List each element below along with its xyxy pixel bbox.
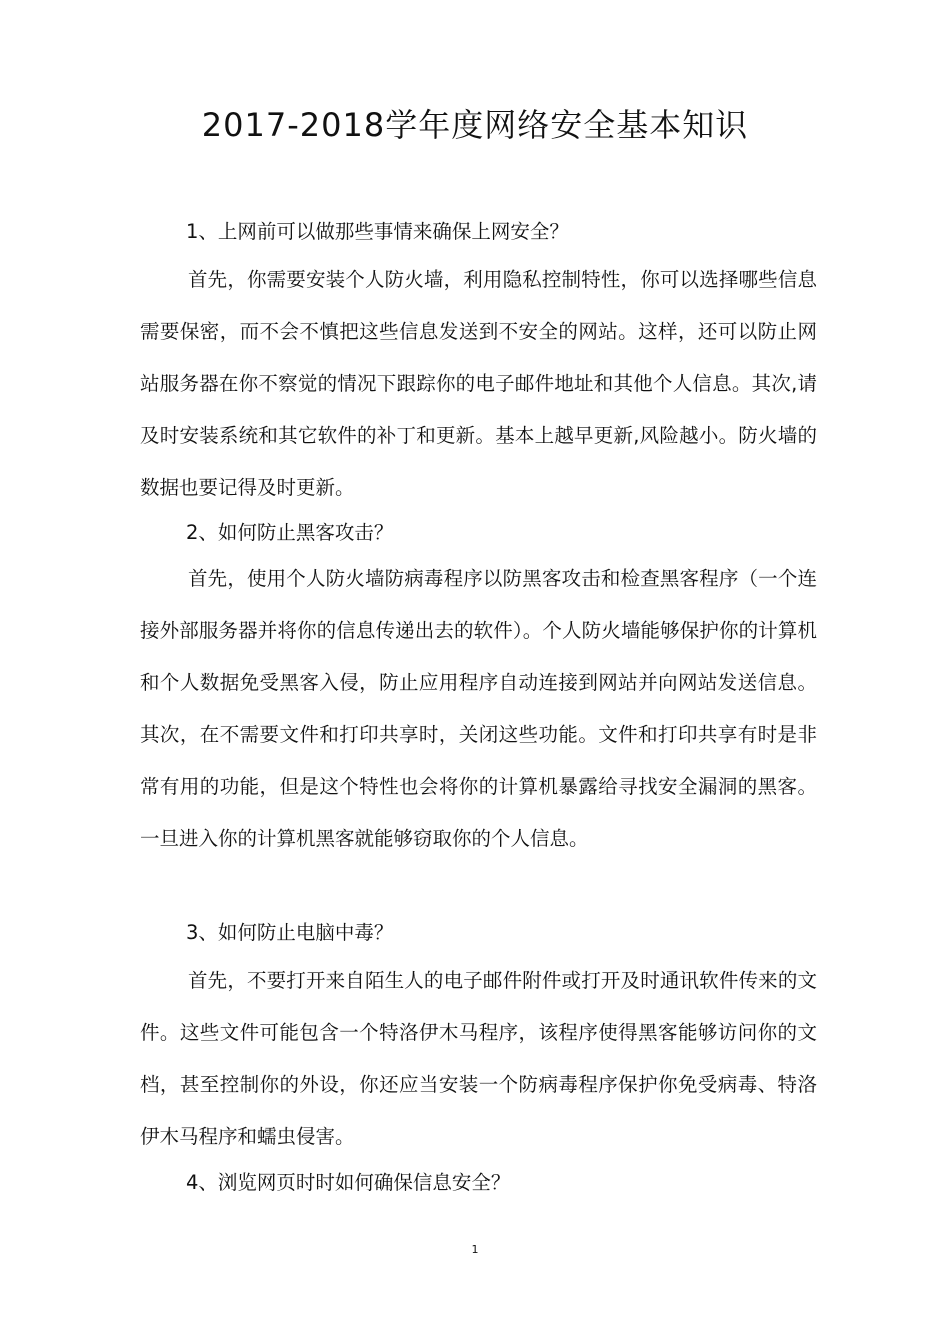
page-number: 1 bbox=[471, 1243, 479, 1256]
section-heading-2: 2、如何防止黑客攻击？ bbox=[186, 521, 394, 544]
section-heading-4: 4、浏览网页时时如何确保信息安全？ bbox=[186, 1171, 511, 1194]
section-body-3: 首先，不要打开来自陌生人的电子邮件附件或打开及时通讯软件传来的文件。这些文件可能包含一个特洛伊木马程序，该程序使得黑客能够访问你的文档，甚至控制你的外设，你还应当安装一个防病毒程序保护你免受病毒、特洛伊木马程序和蠕虫侵害。 bbox=[140, 969, 817, 1148]
section-body-2: 首先，使用个人防火墙防病毒程序以防黑客攻击和检查黑客程序（一个连接外部服务器并将你的信息传递出去的软件）。个人防火墙能够保护你的计算机和个人数据免受黑客入侵，防止应用程序自动连接到网站并向网站发送信息。其次，在不需要文件和打印共享时，关闭这些功能。文件和打印共享有时是非常有用的功能，但是这个特性也会将你的计算机暴露给寻找安全漏洞的黑客。一旦进入你的计算机黑客就能够窃取你的个人信息。 bbox=[140, 567, 817, 850]
section-body-1: 首先，你需要安装个人防火墙，利用隐私控制特性，你可以选择哪些信息需要保密，而不会不慎把这些信息发送到不安全的网站。这样，还可以防止网站服务器在你不察觉的情况下跟踪你的电子邮件地址和其他个人信息。其次,请及时安装系统和其它软件的补丁和更新。基本上越早更新,风险越小。防火墙的数据也要记得及时更新。 bbox=[140, 268, 817, 499]
document-title: 2017-2018学年度网络安全基本知识 bbox=[201, 106, 749, 144]
section-heading-1: 1、上网前可以做那些事情来确保上网安全？ bbox=[186, 220, 569, 243]
section-heading-3: 3、如何防止电脑中毒？ bbox=[186, 921, 394, 944]
